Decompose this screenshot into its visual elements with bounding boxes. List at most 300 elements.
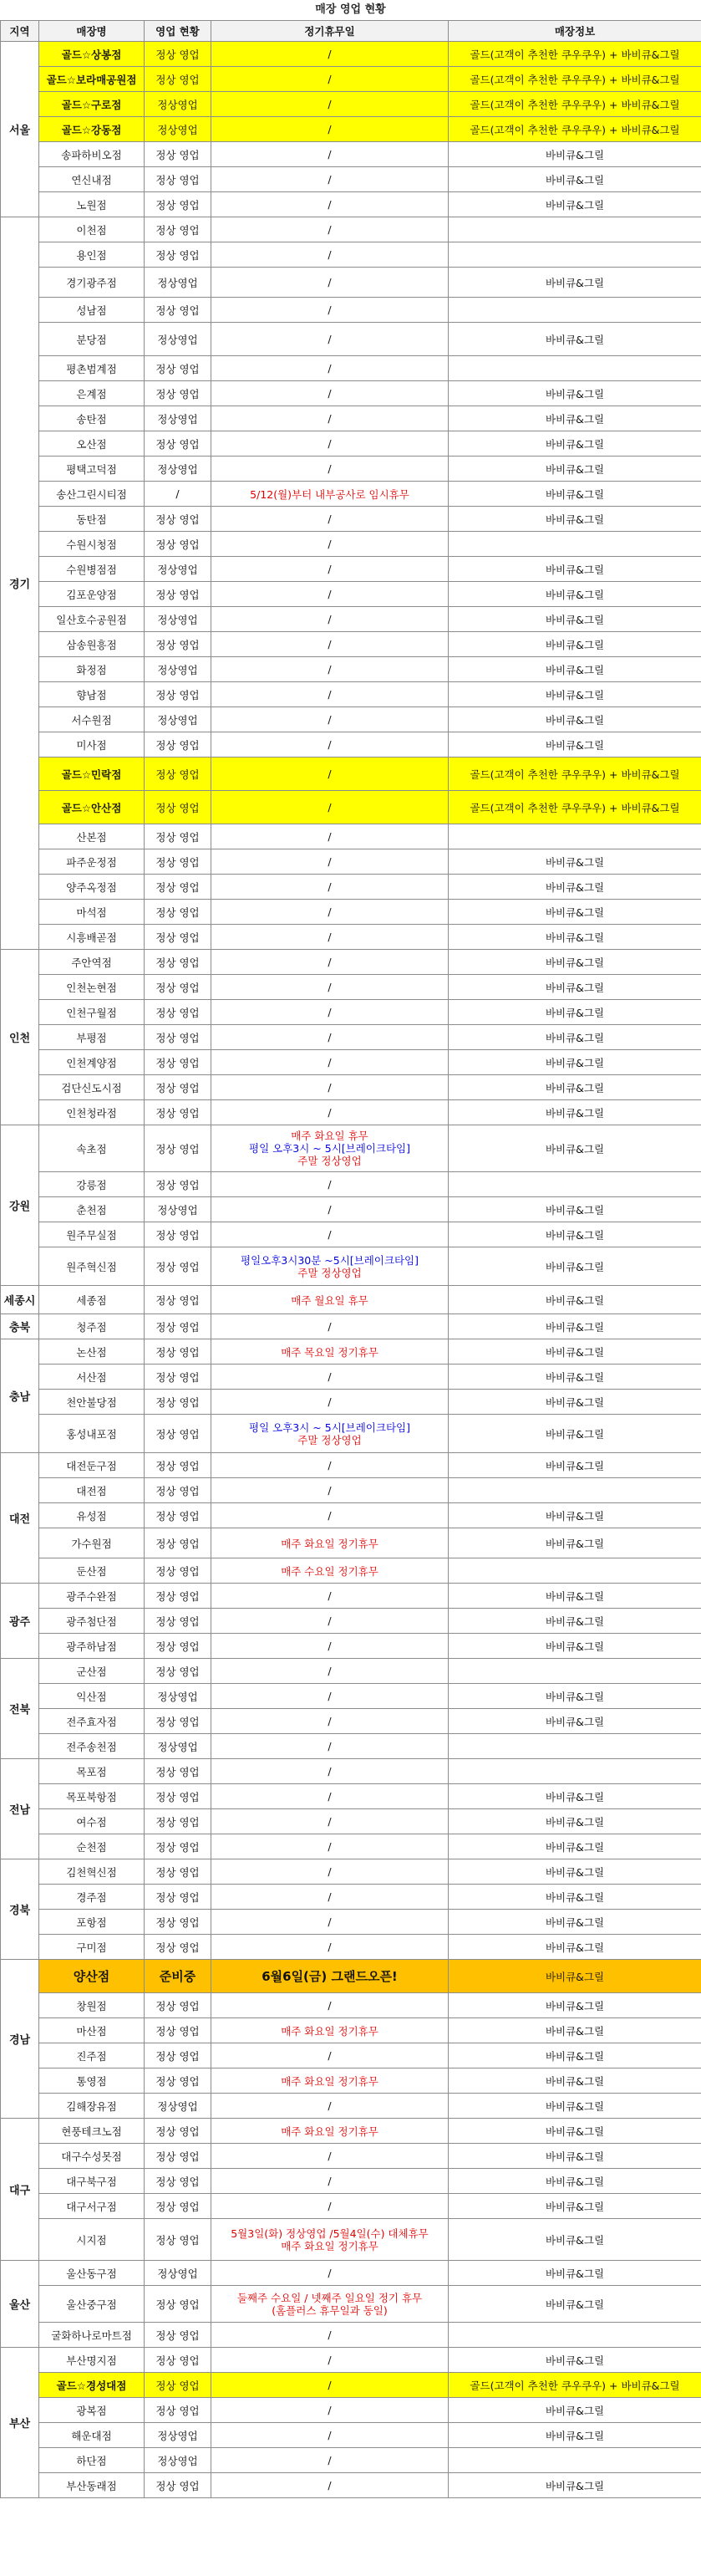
region-cell: 강원 [1, 1125, 39, 1286]
table-row [1, 1960, 701, 1993]
region-cell: 광주 [1, 1584, 39, 1659]
closed-day-cell: / [211, 457, 449, 482]
closed-day-cell: 5/12(월)부터 내부공사로 임시휴무 [211, 482, 449, 507]
closed-day-cell: / [211, 1000, 449, 1025]
store-name-cell: 울산중구점 [39, 2286, 145, 2323]
closed-day-cell: / [211, 298, 449, 323]
table-row [1, 1478, 701, 1503]
store-info-cell: 바비큐&그릴 [449, 142, 701, 167]
table-row [1, 791, 701, 824]
region-cell: 경북 [1, 1859, 39, 1960]
store-name-cell: 현풍테크노점 [39, 2119, 145, 2144]
store-name-cell: 목포점 [39, 1759, 145, 1784]
store-name-cell: 대구서구점 [39, 2194, 145, 2219]
status-cell: 정상 영업 [145, 632, 211, 657]
status-cell: 정상영업 [145, 557, 211, 582]
table-row [1, 682, 701, 707]
table-row [1, 42, 701, 67]
header-row [1, 21, 701, 42]
status-cell: 정상영업 [145, 268, 211, 298]
status-cell: 정상 영업 [145, 1125, 211, 1172]
table-row [1, 167, 701, 192]
table-row [1, 1172, 701, 1197]
status-cell: 정상 영업 [145, 732, 211, 757]
store-name-cell: 원주무실점 [39, 1222, 145, 1247]
status-cell: 정상 영업 [145, 1910, 211, 1935]
store-info-cell: 바비큐&그릴 [449, 2119, 701, 2144]
store-info-cell: 바비큐&그릴 [449, 1784, 701, 1809]
store-info-cell [449, 298, 701, 323]
store-name-cell: 이천점 [39, 217, 145, 242]
table-row [1, 507, 701, 532]
table-row [1, 268, 701, 298]
store-info-cell: 바비큐&그릴 [449, 167, 701, 192]
table-row [1, 900, 701, 925]
store-info-cell: 바비큐&그릴 [449, 682, 701, 707]
table-row [1, 2261, 701, 2286]
table-row [1, 950, 701, 975]
table-row [1, 2286, 701, 2323]
store-name-cell: 은계점 [39, 381, 145, 406]
closed-day-cell: 매주 화요일 정기휴무 [211, 2018, 449, 2043]
status-cell: 정상 영업 [145, 582, 211, 607]
closed-day-cell: / [211, 1709, 449, 1734]
status-cell: 정상 영업 [145, 1453, 211, 1478]
header-status: 영업 현황 [145, 21, 211, 42]
closed-day-cell [211, 2286, 449, 2323]
closed-day-cell: / [211, 2398, 449, 2423]
status-cell: 정상 영업 [145, 1247, 211, 1286]
table-row [1, 2348, 701, 2373]
store-name-cell: 서산점 [39, 1365, 145, 1390]
closed-day-cell: / [211, 1784, 449, 1809]
store-info-cell: 골드(고객이 추천한 쿠우쿠우) + 바비큐&그릴 [449, 117, 701, 142]
store-info-cell [449, 824, 701, 849]
closed-day-cell: / [211, 657, 449, 682]
store-info-cell: 바비큐&그릴 [449, 1390, 701, 1415]
store-info-cell: 바비큐&그릴 [449, 2018, 701, 2043]
closed-day-cell: / [211, 92, 449, 117]
page-title: 매장 영업 현황 [315, 3, 386, 16]
store-name-cell: 부산명지점 [39, 2348, 145, 2373]
store-info-cell: 바비큐&그릴 [449, 2423, 701, 2448]
closed-day-line: 5월3일(화) 정상영업 /5월4일(수) 대체휴무 [231, 2227, 429, 2240]
region-cell: 대구 [1, 2119, 39, 2261]
store-name-cell: 마산점 [39, 2018, 145, 2043]
region-cell: 세종시 [1, 1286, 39, 1314]
store-name-cell: 부산동래점 [39, 2473, 145, 2498]
store-info-cell: 바비큐&그릴 [449, 2094, 701, 2119]
store-name-cell: 인천청라점 [39, 1100, 145, 1125]
store-info-cell: 바비큐&그릴 [449, 557, 701, 582]
closed-day-cell [211, 1125, 449, 1172]
status-cell: 정상 영업 [145, 67, 211, 92]
closed-day-cell: / [211, 2094, 449, 2119]
region-cell: 울산 [1, 2261, 39, 2348]
closed-day-cell: / [211, 142, 449, 167]
store-info-cell: 바비큐&그릴 [449, 1365, 701, 1390]
table-row [1, 1453, 701, 1478]
table-row [1, 381, 701, 406]
store-name-cell: 전주송천점 [39, 1734, 145, 1759]
store-name-cell: 향남점 [39, 682, 145, 707]
closed-day-cell: / [211, 607, 449, 632]
store-info-cell: 바비큐&그릴 [449, 2473, 701, 2498]
table-row [1, 142, 701, 167]
store-info-cell: 바비큐&그릴 [449, 457, 701, 482]
store-info-cell: 바비큐&그릴 [449, 268, 701, 298]
status-cell: 정상 영업 [145, 1172, 211, 1197]
store-name-cell: 광복점 [39, 2398, 145, 2423]
table-row [1, 1809, 701, 1834]
store-info-cell [449, 2448, 701, 2473]
table-row [1, 1684, 701, 1709]
table-row [1, 1503, 701, 1528]
store-info-cell: 바비큐&그릴 [449, 1684, 701, 1709]
store-info-cell [449, 532, 701, 557]
store-info-cell: 바비큐&그릴 [449, 323, 701, 356]
status-cell: 정상 영업 [145, 925, 211, 950]
store-name-cell: 골드☆보라매공원점 [39, 67, 145, 92]
store-info-cell [449, 1759, 701, 1784]
table-row [1, 1125, 701, 1172]
closed-day-cell: / [211, 431, 449, 457]
status-cell: 정상 영업 [145, 1528, 211, 1558]
status-cell: 정상영업 [145, 457, 211, 482]
closed-day-cell: / [211, 1478, 449, 1503]
closed-day-cell: / [211, 1993, 449, 2018]
table-row [1, 532, 701, 557]
store-info-cell: 바비큐&그릴 [449, 1503, 701, 1528]
closed-day-cell: / [211, 1314, 449, 1339]
closed-day-line: 매주 화요일 정기휴무 [281, 2239, 378, 2252]
store-name-cell: 여수점 [39, 1809, 145, 1834]
status-cell: 정상 영업 [145, 1075, 211, 1100]
store-info-cell: 바비큐&그릴 [449, 875, 701, 900]
table-row [1, 975, 701, 1000]
store-status-table [0, 20, 701, 2498]
store-name-cell: 주안역점 [39, 950, 145, 975]
header-region: 지역 [1, 21, 39, 42]
closed-day-line: 매주 화요일 휴무 [291, 1130, 368, 1142]
store-name-cell: 시흥배곧점 [39, 925, 145, 950]
closed-day-line: 평일오후3시30분 ~5시[브레이크타임] [241, 1253, 419, 1267]
store-info-cell: 바비큐&그릴 [449, 1222, 701, 1247]
status-cell: 정상 영업 [145, 1314, 211, 1339]
store-name-cell: 분당점 [39, 323, 145, 356]
closed-day-cell: / [211, 323, 449, 356]
store-name-cell: 전주효자점 [39, 1709, 145, 1734]
store-name-cell: 평택고덕점 [39, 457, 145, 482]
store-name-cell: 골드☆경성대점 [39, 2373, 145, 2398]
store-name-cell: 원주혁신점 [39, 1247, 145, 1286]
closed-day-cell: / [211, 268, 449, 298]
closed-day-cell: / [211, 381, 449, 406]
table-row [1, 117, 701, 142]
store-name-cell: 산본점 [39, 824, 145, 849]
status-cell: 정상영업 [145, 117, 211, 142]
store-info-cell: 바비큐&그릴 [449, 1809, 701, 1834]
store-info-cell [449, 2323, 701, 2348]
table-row [1, 2448, 701, 2473]
store-info-cell: 바비큐&그릴 [449, 1709, 701, 1734]
store-name-cell: 군산점 [39, 1659, 145, 1684]
table-row [1, 323, 701, 356]
store-name-cell: 대전점 [39, 1478, 145, 1503]
table-row [1, 2194, 701, 2219]
table-row [1, 1993, 701, 2018]
status-cell: 정상 영업 [145, 1609, 211, 1634]
closed-day-cell: / [211, 2473, 449, 2498]
status-cell: 정상 영업 [145, 298, 211, 323]
store-info-cell: 바비큐&그릴 [449, 2043, 701, 2068]
table-row [1, 406, 701, 431]
table-row [1, 1025, 701, 1050]
store-name-cell: 둔산점 [39, 1558, 145, 1584]
store-info-cell: 바비큐&그릴 [449, 632, 701, 657]
store-info-cell: 골드(고객이 추천한 쿠우쿠우) + 바비큐&그릴 [449, 92, 701, 117]
status-cell: 정상 영업 [145, 2068, 211, 2094]
store-info-cell: 바비큐&그릴 [449, 1125, 701, 1172]
store-name-cell: 대전둔구점 [39, 1453, 145, 1478]
closed-day-cell: / [211, 632, 449, 657]
store-name-cell: 김포운양점 [39, 582, 145, 607]
status-cell: 정상 영업 [145, 142, 211, 167]
store-info-cell: 바비큐&그릴 [449, 1339, 701, 1365]
store-info-cell: 골드(고객이 추천한 쿠우쿠우) + 바비큐&그릴 [449, 2373, 701, 2398]
region-cell: 충남 [1, 1339, 39, 1453]
store-info-cell: 바비큐&그릴 [449, 1050, 701, 1075]
closed-day-cell: / [211, 707, 449, 732]
closed-day-cell [211, 2219, 449, 2261]
table-row [1, 2219, 701, 2261]
table-row [1, 1910, 701, 1935]
status-cell: 정상 영업 [145, 2323, 211, 2348]
store-name-cell: 골드☆강동점 [39, 117, 145, 142]
status-cell: 정상 영업 [145, 824, 211, 849]
closed-day-cell: / [211, 682, 449, 707]
closed-day-cell: / [211, 2373, 449, 2398]
store-info-cell: 바비큐&그릴 [449, 406, 701, 431]
store-name-cell: 수원병점점 [39, 557, 145, 582]
status-cell: 정상 영업 [145, 2119, 211, 2144]
table-row [1, 1528, 701, 1558]
store-info-cell: 바비큐&그릴 [449, 1960, 701, 1993]
table-row [1, 1247, 701, 1286]
status-cell: 정상영업 [145, 92, 211, 117]
closed-day-cell: / [211, 1834, 449, 1859]
store-name-cell: 화정점 [39, 657, 145, 682]
table-row [1, 457, 701, 482]
status-cell: 준비중 [145, 1960, 211, 1993]
status-cell: 정상 영업 [145, 1709, 211, 1734]
store-name-cell: 광주첨단점 [39, 1609, 145, 1634]
closed-day-cell: / [211, 67, 449, 92]
store-info-cell: 골드(고객이 추천한 쿠우쿠우) + 바비큐&그릴 [449, 791, 701, 824]
header-info: 매장정보 [449, 21, 701, 42]
closed-day-cell: / [211, 2144, 449, 2169]
status-cell: 정상 영업 [145, 1286, 211, 1314]
store-info-cell: 바비큐&그릴 [449, 1247, 701, 1286]
status-cell: 정상 영업 [145, 1634, 211, 1659]
status-cell: 정상 영업 [145, 1993, 211, 2018]
status-cell: / [145, 482, 211, 507]
store-name-cell: 삼송원흥점 [39, 632, 145, 657]
closed-day-cell: / [211, 1910, 449, 1935]
store-info-cell: 바비큐&그릴 [449, 1634, 701, 1659]
store-info-cell: 바비큐&그릴 [449, 849, 701, 875]
closed-day-cell: / [211, 1684, 449, 1709]
table-row [1, 431, 701, 457]
store-name-cell: 가수원점 [39, 1528, 145, 1558]
closed-day-cell: / [211, 117, 449, 142]
status-cell: 정상 영업 [145, 1050, 211, 1075]
status-cell: 정상 영업 [145, 2144, 211, 2169]
store-info-cell: 바비큐&그릴 [449, 1025, 701, 1050]
closed-day-cell: 매주 화요일 정기휴무 [211, 2119, 449, 2144]
closed-day-cell [211, 1247, 449, 1286]
table-row [1, 607, 701, 632]
closed-day-cell: / [211, 791, 449, 824]
closed-day-cell: 6월6일(금) 그랜드오픈! [211, 1960, 449, 1993]
table-row [1, 732, 701, 757]
store-info-cell: 바비큐&그릴 [449, 1993, 701, 2018]
status-cell: 정상 영업 [145, 1859, 211, 1885]
status-cell: 정상영업 [145, 2261, 211, 2286]
table-row [1, 1634, 701, 1659]
status-cell: 정상 영업 [145, 1935, 211, 1960]
closed-day-line: 평일 오후3시 ~ 5시[브레이크타임] [249, 1421, 410, 1434]
store-info-cell: 바비큐&그릴 [449, 732, 701, 757]
closed-day-cell: / [211, 1390, 449, 1415]
closed-day-cell: / [211, 2261, 449, 2286]
store-info-cell: 바비큐&그릴 [449, 1197, 701, 1222]
status-cell: 정상 영업 [145, 356, 211, 381]
status-cell: 정상 영업 [145, 1659, 211, 1684]
store-info-cell: 바비큐&그릴 [449, 1000, 701, 1025]
store-info-cell: 바비큐&그릴 [449, 1609, 701, 1634]
store-name-cell: 연신내점 [39, 167, 145, 192]
table-row [1, 67, 701, 92]
store-info-cell: 골드(고객이 추천한 쿠우쿠우) + 바비큐&그릴 [449, 67, 701, 92]
closed-day-cell: / [211, 2194, 449, 2219]
store-name-cell: 골드☆구로점 [39, 92, 145, 117]
store-info-cell: 바비큐&그릴 [449, 1075, 701, 1100]
store-info-cell: 바비큐&그릴 [449, 2068, 701, 2094]
store-name-cell: 홍성내포점 [39, 1415, 145, 1453]
status-cell: 정상 영업 [145, 1759, 211, 1784]
status-cell: 정상 영업 [145, 1390, 211, 1415]
closed-day-cell: / [211, 824, 449, 849]
store-name-cell: 하단점 [39, 2448, 145, 2473]
table-row [1, 92, 701, 117]
closed-day-cell: / [211, 1935, 449, 1960]
status-cell: 정상영업 [145, 607, 211, 632]
table-row [1, 1339, 701, 1365]
status-cell: 정상 영업 [145, 975, 211, 1000]
closed-day-cell: / [211, 242, 449, 268]
store-info-cell: 바비큐&그릴 [449, 1859, 701, 1885]
closed-day-cell: / [211, 757, 449, 791]
closed-day-cell: / [211, 1859, 449, 1885]
store-name-cell: 양산점 [39, 1960, 145, 1993]
table-row [1, 824, 701, 849]
table-row [1, 1000, 701, 1025]
store-name-cell: 김천혁신점 [39, 1859, 145, 1885]
table-row [1, 1100, 701, 1125]
status-cell: 정상 영업 [145, 381, 211, 406]
closed-day-cell: / [211, 1609, 449, 1634]
closed-day-cell: / [211, 1222, 449, 1247]
store-name-cell: 해운대점 [39, 2423, 145, 2448]
status-cell: 정상 영업 [145, 1025, 211, 1050]
table-row [1, 1075, 701, 1100]
store-info-cell: 바비큐&그릴 [449, 431, 701, 457]
store-info-cell: 바비큐&그릴 [449, 1834, 701, 1859]
store-name-cell: 양주옥정점 [39, 875, 145, 900]
closed-day-cell: / [211, 1734, 449, 1759]
status-cell: 정상 영업 [145, 1558, 211, 1584]
store-info-cell [449, 1478, 701, 1503]
table-row [1, 2119, 701, 2144]
store-info-cell: 바비큐&그릴 [449, 1885, 701, 1910]
table-row [1, 2423, 701, 2448]
closed-day-cell: / [211, 2169, 449, 2194]
closed-day-cell: / [211, 1659, 449, 1684]
status-cell: 정상 영업 [145, 1885, 211, 1910]
store-info-cell: 바비큐&그릴 [449, 582, 701, 607]
closed-day-cell: 매주 목요일 정기휴무 [211, 1339, 449, 1365]
store-info-cell: 바비큐&그릴 [449, 1910, 701, 1935]
closed-day-cell: / [211, 1172, 449, 1197]
table-row [1, 1784, 701, 1809]
store-name-cell: 골드☆민락점 [39, 757, 145, 791]
store-info-cell: 바비큐&그릴 [449, 2194, 701, 2219]
store-info-cell [449, 356, 701, 381]
closed-day-cell: / [211, 42, 449, 67]
region-cell: 전북 [1, 1659, 39, 1759]
store-name-cell: 목포북항점 [39, 1784, 145, 1809]
store-name-cell: 수원시청점 [39, 532, 145, 557]
table-row [1, 1584, 701, 1609]
table-row [1, 557, 701, 582]
table-row [1, 2144, 701, 2169]
status-cell: 정상 영업 [145, 1584, 211, 1609]
status-cell: 정상 영업 [145, 791, 211, 824]
store-info-cell: 바비큐&그릴 [449, 925, 701, 950]
status-cell: 정상 영업 [145, 849, 211, 875]
closed-day-cell: / [211, 167, 449, 192]
store-info-cell: 바비큐&그릴 [449, 2144, 701, 2169]
closed-day-cell: / [211, 2323, 449, 2348]
store-info-cell: 바비큐&그릴 [449, 482, 701, 507]
status-cell: 정상 영업 [145, 532, 211, 557]
status-cell: 정상영업 [145, 2448, 211, 2473]
table-row [1, 1885, 701, 1910]
store-info-cell: 바비큐&그릴 [449, 1453, 701, 1478]
closed-day-cell: 매주 월요일 휴무 [211, 1286, 449, 1314]
closed-day-line: (홈플러스 휴무일과 동일) [272, 2303, 388, 2317]
status-cell: 정상 영업 [145, 950, 211, 975]
store-info-cell: 바비큐&그릴 [449, 192, 701, 217]
store-info-cell: 바비큐&그릴 [449, 607, 701, 632]
store-info-cell [449, 1734, 701, 1759]
store-name-cell: 미사점 [39, 732, 145, 757]
status-cell: 정상영업 [145, 406, 211, 431]
store-info-cell: 바비큐&그릴 [449, 975, 701, 1000]
store-name-cell: 송파하비오점 [39, 142, 145, 167]
store-name-cell: 노원점 [39, 192, 145, 217]
